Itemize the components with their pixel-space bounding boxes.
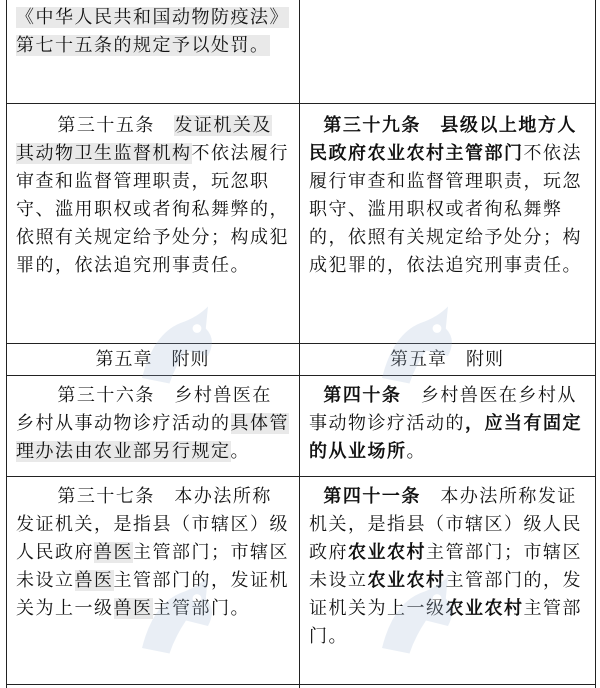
bold-replaced-text: 农业农村: [445, 598, 524, 619]
article-text: 主管部门。: [152, 598, 250, 619]
row-divider-3: [6, 375, 596, 376]
row-divider-2: [6, 343, 596, 344]
bold-added-text: ，应当有固定的从业场所: [309, 413, 582, 462]
chapter-title: 第五章 附则: [95, 349, 210, 370]
highlighted-text: 具体管理办法由农业部另行规定: [16, 413, 289, 462]
article-text: 不依法履行审查和监督管理职责，玩忽职守、滥用职权或者徇私舞弊的，依照有关规定给予处分；构成犯罪的，依法追究刑事责任。: [309, 143, 582, 276]
article-text: 不依法履行审查和监督管理职责，玩忽职守、滥用职权或者徇私舞弊的，依照有关规定给予处分；构成犯罪的，依法追究刑事责任。: [16, 143, 289, 276]
article-number: 第三十七条: [57, 486, 155, 507]
article-text: 主管部门的，发证机关为上一级: [309, 570, 582, 619]
left-article-37: [6, 483, 299, 623]
article-number: 第三十五条: [57, 115, 155, 136]
article-text: 主管部门。: [309, 598, 582, 647]
left-row0-cell: [6, 4, 299, 60]
right-article-41: [299, 483, 595, 651]
article-text: 本办法所称发证机关，是指县（市辖区）级人民政府: [16, 486, 289, 563]
right-chapter-heading: [299, 346, 595, 374]
article-text: 主管部门；市辖区未设立: [16, 542, 289, 591]
left-article-36: [6, 382, 299, 466]
row-divider-1: [6, 103, 596, 104]
left-article-35: [6, 112, 299, 280]
bold-replaced-text: 农业农村: [367, 570, 446, 591]
left-chapter-heading: [6, 346, 299, 374]
row-divider-4: [6, 476, 596, 477]
right-article-40: [299, 382, 595, 466]
chapter-title: 第五章 附则: [390, 349, 504, 370]
bold-replaced-text: 农业农村: [348, 542, 426, 563]
bold-article-heading: 第三十九条 县级以上地方人民政府农业农村主管部门: [309, 115, 577, 164]
article-number: 第三十六条: [57, 385, 155, 406]
highlighted-text: 兽医: [74, 570, 114, 591]
highlighted-text: 发证机关及其动物卫生监督机构: [16, 115, 272, 164]
bold-article-number: 第四十条: [323, 385, 402, 406]
highlighted-text: 兽医: [94, 542, 133, 563]
penalty-reference-text: 第七十五条的规定予以处罚。: [16, 35, 270, 56]
law-reference-text: 《中华人民共和国动物防疫法》: [16, 7, 289, 28]
right-article-39: [299, 112, 595, 280]
article-text: 主管部门的，发证机关为上一级: [16, 570, 289, 619]
row-divider-5: [6, 684, 596, 685]
article-text: 主管部门；市辖区未设立: [309, 542, 582, 591]
article-text: 本办法所称发证机关，是指县（市辖区）级人民政府: [309, 486, 582, 563]
bold-article-number: 第四十一条: [323, 486, 421, 507]
comparison-table: [6, 0, 596, 688]
article-text-end: 。: [230, 441, 250, 462]
article-text: 乡村兽医在乡村从事动物诊疗活动的: [16, 385, 272, 434]
article-text-end: 。: [406, 441, 426, 462]
highlighted-text: 兽医: [113, 598, 153, 619]
article-text: 乡村兽医在乡村从事动物诊疗活动的: [309, 385, 577, 434]
